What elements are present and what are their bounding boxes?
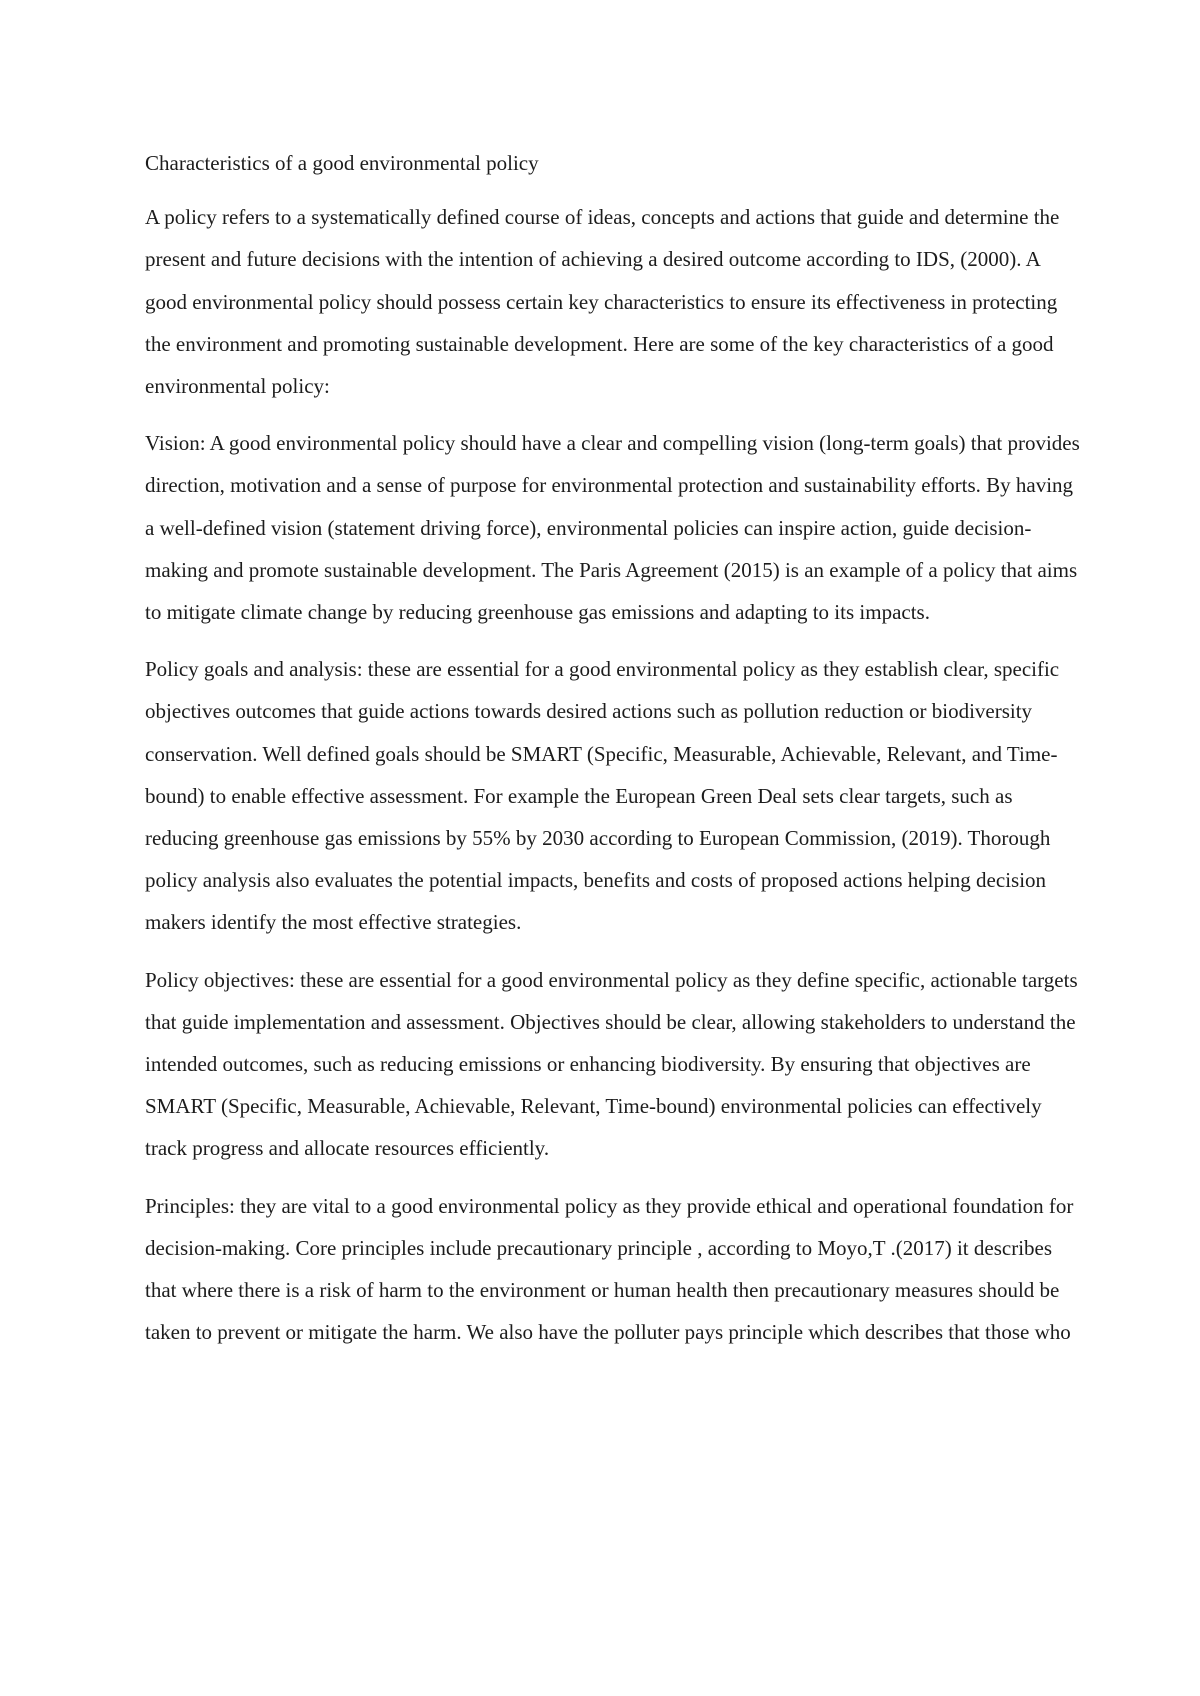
document-body: [145, 142, 1080, 1368]
paragraph-policy-goals: Policy goals and analysis: these are essential for a good environmental policy as they establish clear, specific objectives outcomes that guide actions towards desired actions such as pollution reduction or biodiversity conservation. Well defined goals should be SMART (Specific, Measurable, Achievable, Relevant, and Time-bound) to enable effective assessment. For example the European Green Deal sets clear targets, such as reducing greenhouse gas emissions by 55% by 2030 according to European Commission, (2019). Thorough policy analysis also evaluates the potential impacts, benefits and costs of proposed actions helping decision makers identify the most effective strategies.: [145, 657, 1060, 935]
document-title: Characteristics of a good environmental policy: [145, 151, 539, 175]
paragraph-vision: Vision: A good environmental policy should have a clear and compelling vision (long-term goals) that provides direction, motivation and a sense of purpose for environmental protection and sustainability efforts. By having a well-defined vision (statement driving force), environmental policies can inspire action, guide decision-making and promote sustainable development. The Paris Agreement (2015) is an example of a policy that aims to mitigate climate change by reducing greenhouse gas emissions and adapting to its impacts.: [145, 431, 1080, 625]
paragraph-policy-objectives: Policy objectives: these are essential for a good environmental policy as they define specific, actionable targets that guide implementation and assessment. Objectives should be clear, allowing stakeholders to understand the intended outcomes, such as reducing emissions or enhancing biodiversity. By ensuring that objectives are SMART (Specific, Measurable, Achievable, Relevant, Time-bound) environmental policies can effectively track progress and allocate resources efficiently.: [145, 967, 1078, 1161]
paragraph-intro: A policy refers to a systematically defined course of ideas, concepts and actions that guide and determine the present and future decisions with the intention of achieving a desired outcome according to IDS, (2000). A good environmental policy should possess certain key characteristics to ensure its effectiveness in protecting the environment and promoting sustainable development. Here are some of the key characteristics of a good environmental policy:: [145, 205, 1060, 399]
paragraph-principles: Principles: they are vital to a good environmental policy as they provide ethical and operational foundation for decision-making. Core principles include precautionary principle , according to Moyo,T .(2017) it describes that where there is a risk of harm to the environment or human health then precautionary measures should be taken to prevent or mitigate the harm. We also have the polluter pays principle which describes that those who: [145, 1193, 1074, 1345]
